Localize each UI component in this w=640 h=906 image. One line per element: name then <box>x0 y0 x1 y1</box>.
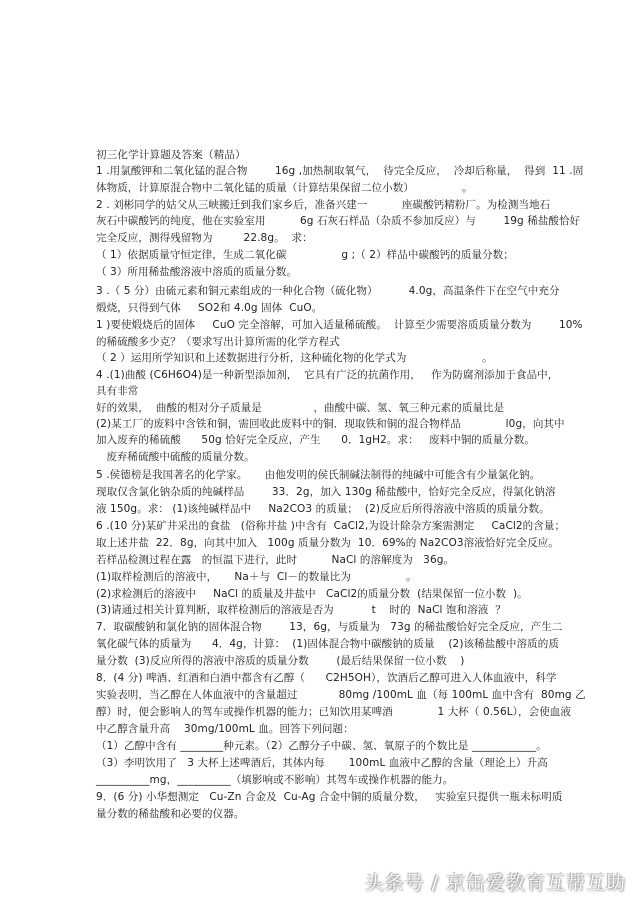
text-line: 具有非常 <box>96 385 139 397</box>
text-line: 液 150g。求： (1)该纯碱样品中 Na2CO3 的质量； (2)反应后所得溶液中溶质的质量分数。 <box>96 503 550 515</box>
text-line: 量分数 (3)反应所得的溶液中溶质的质量分数 (最后结果保留一位小数 ) <box>96 655 465 667</box>
text-line: 废弃稀硫酸中硫酸的质量分数。 <box>96 451 255 463</box>
text-line: 5 .侯德榜是我国著名的化学家。 由他发明的侯氏制碱法制得的纯碱中可能含有少量氯化钠。 <box>96 469 541 481</box>
text-line: 氧化碳气体的质量为 4．4g，计算： (1)固体混合物中碳酸钠的质量 (2)该稀盐酸中溶质的质 <box>96 638 559 650</box>
text-line: 灰石中碳酸钙的纯度，他在实验室用 6g 石灰石样品（杂质不参加反应）与 19g 稀盐酸恰好 <box>96 215 581 227</box>
text-line: (2)求检测后的溶液中 NaCl 的质量及井盐中 CaCl2的质量分数 (结果保留一位小数 )。 <box>96 588 528 600</box>
text-line: (3)请通过相关计算判断，取样检测后的溶液是否为 t 时的 NaCl 饱和溶液 ？ <box>96 604 506 616</box>
text-line: 若样品检测过程在露 的恒温下进行，此时 NaCl 的溶解度为 36g。 <box>96 554 455 566</box>
text-line: 1 )要使煅烧后的固体 CuO 完全溶解，可加入适量稀硫酸。 计算至少需要溶质质量分数为 10% <box>96 319 583 331</box>
text-line: （ 1）依据质量守恒定律，生成二氧化碳 g ;（ 2）样品中碳酸钙的质量分数； <box>96 249 514 261</box>
text-line: (1)取样检测后的溶液中， Na＋与 Cl－的数量比为 。 <box>96 571 417 583</box>
text-line: 现取仅含氯化钠杂质的纯碱样品 33．2g，加入 130g 稀盐酸中，恰好完全反应，得氯化钠溶 <box>96 486 556 498</box>
text-line: 醇）时，便会影响人的驾车或操作机器的能力；已知饮用某啤酒 1 大杯（ 0.56L），会使血液 <box>96 706 572 718</box>
text-line: 2 . 刘彬同学的姑父从三峡搬迁到我们家乡后，准备兴建一 座碳酸钙精粉厂。为检测当地石 <box>96 199 551 211</box>
text-line: 的稀硫酸多少克？（要求写出计算所需的化学方程式 <box>96 336 340 348</box>
text-line: 9．(6 分) 小华想测定 Cu-Zn 合金及 Cu-Ag 合金中铜的质量分数， 实验室只提供一瓶未标明质 <box>96 791 563 803</box>
text-line: 中乙醇含量升高 30mg/100mL 血。回答下列问题： <box>96 723 354 735</box>
text-line: 6 .(10 分)某矿井采出的食盐 (俗称井盐 )中含有 CaCl2,为设计除杂方案需测定 CaCl2的含量； <box>96 520 566 532</box>
text-line: 8．(4 分) 啤酒、红酒和白酒中都含有乙醇（ C2H5OH），饮酒后乙醇可进入人体血液中，科学 <box>96 672 557 684</box>
text-line: 煅烧，只得到气体 SO2和 4.0g 固体 CuO。 <box>96 302 323 314</box>
text-line: 加入废弃的稀硫酸 50g 恰好完全反应，产生 0．1gH2。求： 废料中铜的质量分数。 <box>96 434 536 446</box>
text-line: 7．取碳酸钠和氯化钠的固体混合物 13，6g，与质量为 73g 的稀盐酸恰好完全反应，产生二 <box>96 621 563 633</box>
watermark: 头条号 / 京缶爱教育互帮互助 <box>364 872 626 894</box>
text-line: (2)某工厂的废料中含铁和铜，需回收此废料中的铜．现取铁和铜的混合物样品 l0g，向其中 <box>96 418 565 430</box>
text-line: （3）李明饮用了 3 大杯上述啤酒后，其体内每 100mL 血液中乙醇的含量（理论上）升高 <box>96 757 548 769</box>
text-line: __________mg，__________（填影响或不影响）其驾车或操作机器的能力。 <box>96 774 454 786</box>
text-line: 1 .用氯酸钾和二氧化锰的混合物 16g ,加热制取氧气， 待完全反应， 冷却后称量， 得到 11 .固 <box>96 165 584 177</box>
text-line: 实验表明，当乙醇在人体血液中的含量超过 80mg /100mL 血（每 100mL 血中含有 80mg 乙 <box>96 689 586 701</box>
text-line: 量分数的稀盐酸和必要的仪器。 <box>96 808 245 820</box>
text-line: 3 .（ 5 分）由硫元素和铜元素组成的一种化合物（硫化物） 4.0g，高温条件下在空气中充分 <box>96 285 560 297</box>
document-title: 初三化学计算题及答案（精品） <box>96 149 246 161</box>
text-line: （1）乙醇中含有 ________种元素。（2）乙醇分子中碳、氢、氧原子的个数比是 ____________。 <box>96 740 547 752</box>
text-line: 完全反应，测得残留物为 22.8g。 求： <box>96 232 313 244</box>
text-line: 取上述井盐 22．8g，向其中加入 100g 质量分数为 10．69%的 Na2CO3溶液恰好完全反应。 <box>96 537 559 549</box>
text-line: 4 .(1)曲酸 (C6H6O4)是一种新型添加剂， 它具有广泛的抗菌作用， 作为防腐剂添加于食品中， <box>96 369 559 381</box>
text-line: （ 2 ）运用所学知识和上述数据进行分析，这种硫化物的化学式为 。 <box>96 352 493 364</box>
text-line: 体物质，计算原混合物中二氧化锰的质量（计算结果保留二位小数） 。 <box>96 182 473 194</box>
text-line: 好的效果， 曲酸的相对分子质量是 ，曲酸中碳、氢、氧三种元素的质量比是 <box>96 402 505 414</box>
text-line: （ 3）所用稀盐酸溶液中溶质的质量分数。 <box>96 266 298 278</box>
